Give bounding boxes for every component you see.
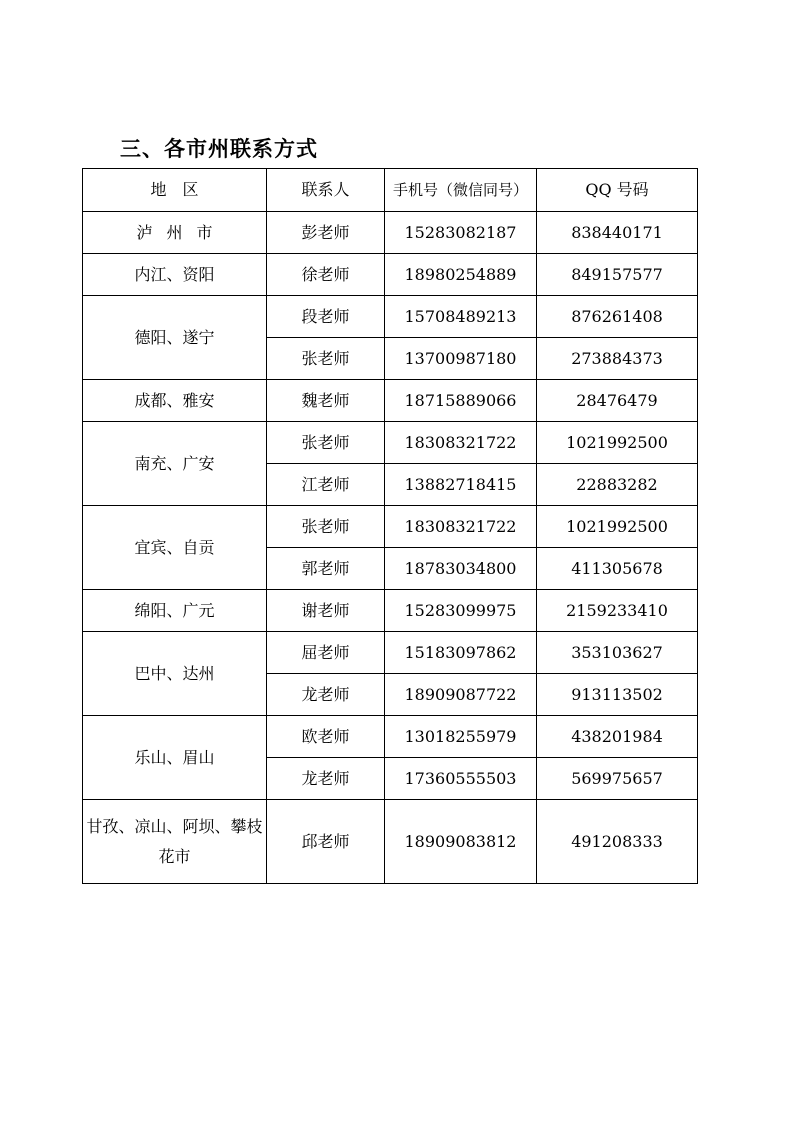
contact-cell: 谢老师: [267, 590, 385, 632]
table-header-row: [83, 169, 698, 212]
qq-cell: 838440171: [537, 212, 698, 254]
contact-cell: 张老师: [267, 338, 385, 380]
table-row: [83, 506, 698, 548]
page-title: 三、各市州联系方式: [120, 137, 318, 161]
qq-cell: 849157577: [537, 254, 698, 296]
phone-cell: 13700987180: [385, 338, 537, 380]
phone-cell: 18308321722: [385, 506, 537, 548]
phone-cell: 15183097862: [385, 632, 537, 674]
qq-cell: 1021992500: [537, 506, 698, 548]
table-row: [83, 212, 698, 254]
qq-cell: 273884373: [537, 338, 698, 380]
qq-cell: 876261408: [537, 296, 698, 338]
contact-cell: 张老师: [267, 506, 385, 548]
region-cell: 甘孜、凉山、阿坝、攀枝花市: [83, 800, 267, 884]
qq-cell: 569975657: [537, 758, 698, 800]
contact-cell: 郭老师: [267, 548, 385, 590]
header-region: 地 区: [83, 169, 267, 212]
contact-cell: 龙老师: [267, 758, 385, 800]
qq-cell: 22883282: [537, 464, 698, 506]
phone-cell: 18980254889: [385, 254, 537, 296]
contact-cell: 江老师: [267, 464, 385, 506]
header-contact: 联系人: [267, 169, 385, 212]
qq-cell: 1021992500: [537, 422, 698, 464]
region-cell: 内江、资阳: [83, 254, 267, 296]
header-phone: 手机号（微信同号）: [385, 169, 537, 212]
phone-cell: 18909083812: [385, 800, 537, 884]
contact-cell: 徐老师: [267, 254, 385, 296]
region-cell: 绵阳、广元: [83, 590, 267, 632]
region-cell: 宜宾、自贡: [83, 506, 267, 590]
qq-cell: 2159233410: [537, 590, 698, 632]
table-row: [83, 590, 698, 632]
table-row: [83, 632, 698, 674]
contact-cell: 魏老师: [267, 380, 385, 422]
contacts-table: [82, 168, 698, 884]
region-cell: 乐山、眉山: [83, 716, 267, 800]
region-cell: 德阳、遂宁: [83, 296, 267, 380]
contact-cell: 欧老师: [267, 716, 385, 758]
contact-cell: 彭老师: [267, 212, 385, 254]
region-cell: 泸州市: [83, 212, 267, 254]
contact-cell: 龙老师: [267, 674, 385, 716]
contact-cell: 段老师: [267, 296, 385, 338]
contact-cell: 张老师: [267, 422, 385, 464]
phone-cell: 18783034800: [385, 548, 537, 590]
phone-cell: 15283082187: [385, 212, 537, 254]
phone-cell: 17360555503: [385, 758, 537, 800]
table-row: [83, 800, 698, 884]
region-cell: 巴中、达州: [83, 632, 267, 716]
phone-cell: 13018255979: [385, 716, 537, 758]
qq-cell: 913113502: [537, 674, 698, 716]
qq-cell: 491208333: [537, 800, 698, 884]
contact-cell: 邱老师: [267, 800, 385, 884]
phone-cell: 18909087722: [385, 674, 537, 716]
phone-cell: 13882718415: [385, 464, 537, 506]
phone-cell: 15708489213: [385, 296, 537, 338]
region-cell: 南充、广安: [83, 422, 267, 506]
qq-cell: 28476479: [537, 380, 698, 422]
phone-cell: 15283099975: [385, 590, 537, 632]
header-qq: QQ 号码: [537, 169, 698, 212]
qq-cell: 438201984: [537, 716, 698, 758]
table-row: [83, 254, 698, 296]
table-row: [83, 380, 698, 422]
phone-cell: 18308321722: [385, 422, 537, 464]
table-row: [83, 296, 698, 338]
table-row: [83, 422, 698, 464]
table-row: [83, 716, 698, 758]
region-cell: 成都、雅安: [83, 380, 267, 422]
qq-cell: 353103627: [537, 632, 698, 674]
qq-cell: 411305678: [537, 548, 698, 590]
contact-cell: 屈老师: [267, 632, 385, 674]
phone-cell: 18715889066: [385, 380, 537, 422]
